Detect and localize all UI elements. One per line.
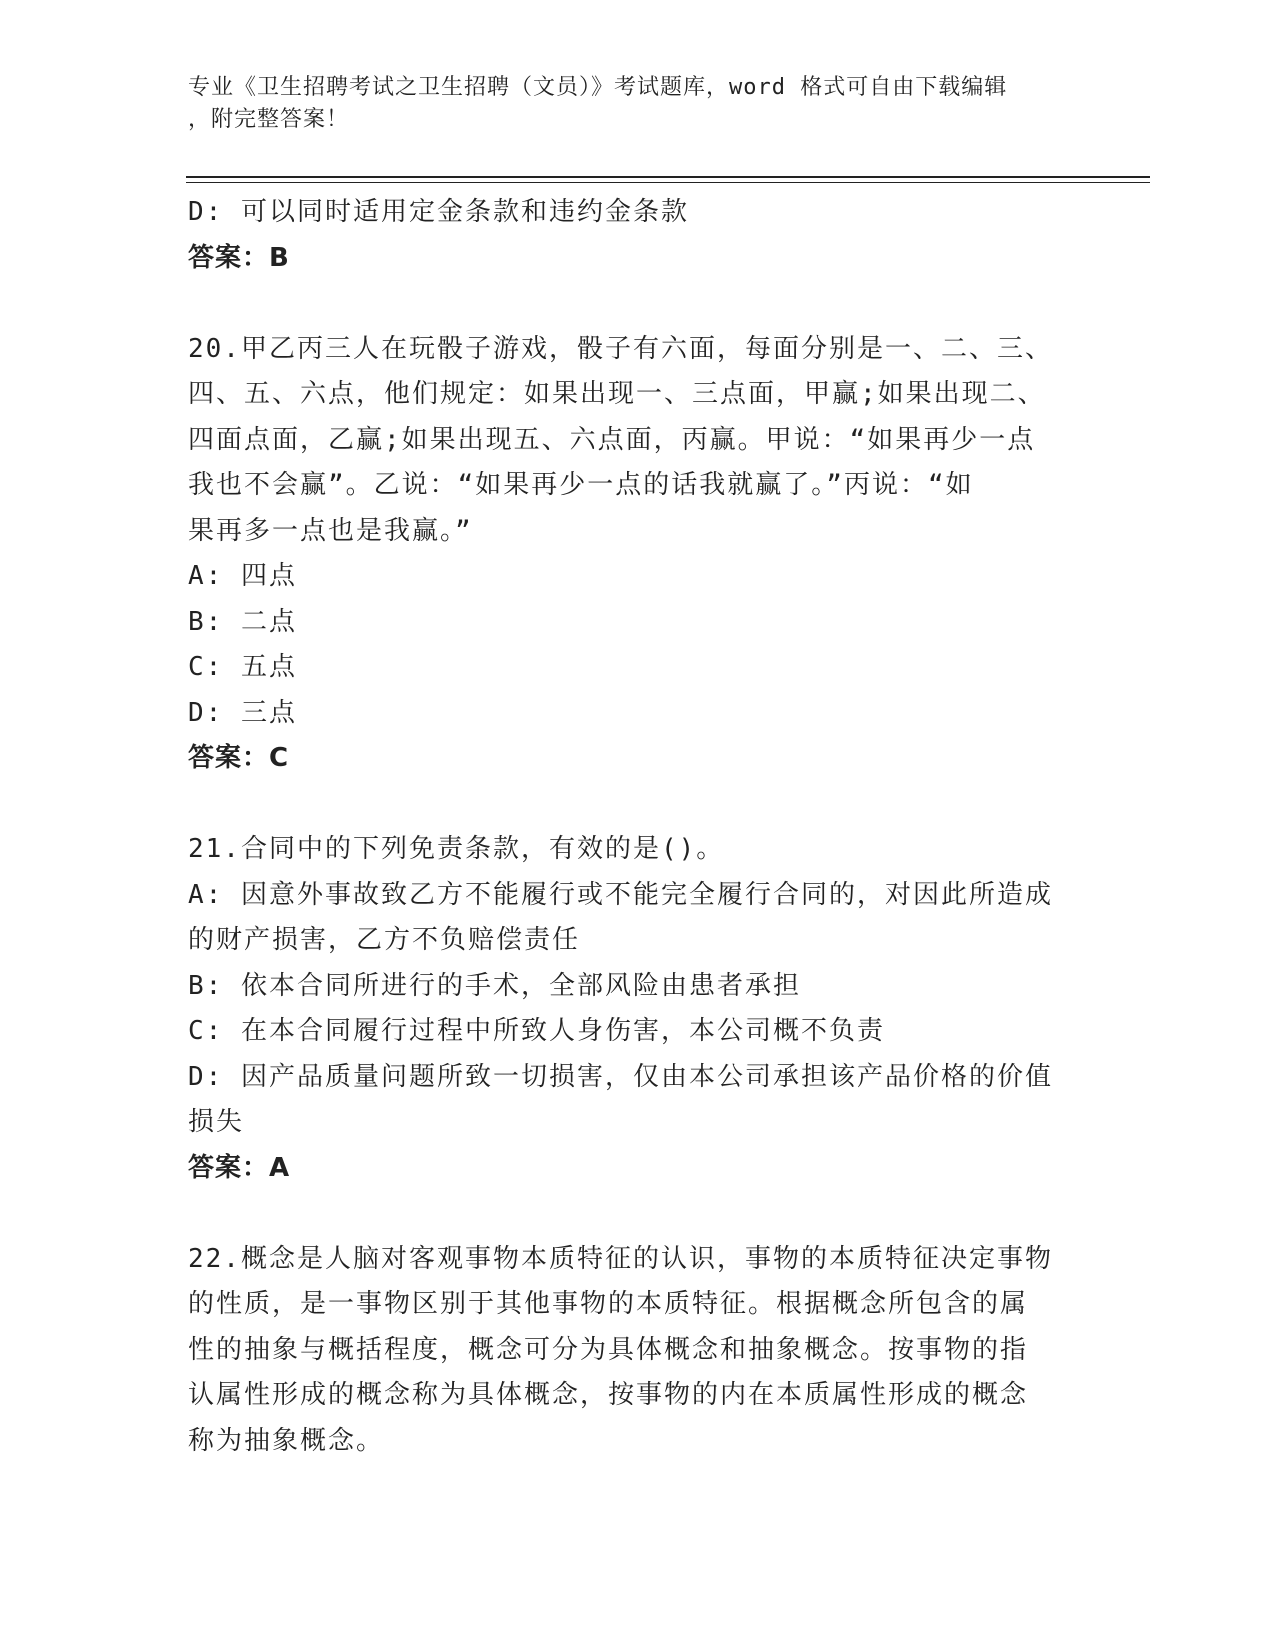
q22-text-line-5: 称为抽象概念。: [188, 1425, 385, 1456]
q21-answer: 答案：A: [188, 1152, 291, 1183]
prev-option-d: D: 可以同时适用定金条款和违约金条款: [188, 197, 689, 227]
q20-text-line-2: 四、五、六点，他们规定：如果出现一、三点面，甲赢;如果出现二、: [188, 379, 1046, 409]
q21-option-d-line-2: 损失: [188, 1107, 245, 1137]
q21-question: 21.合同中的下列免责条款，有效的是()。: [188, 834, 725, 864]
q20-text-line-5: 果再多一点也是我赢。”: [188, 515, 473, 546]
page-header: [188, 72, 1068, 136]
q20-option-b: B: 二点: [188, 606, 297, 637]
q20-option-d: D: 三点: [188, 697, 297, 728]
q22-text-line-3: 性的抽象与概括程度，概念可分为具体概念和抽象概念。按事物的指: [188, 1334, 1029, 1365]
spacer: [188, 782, 1068, 828]
spacer: [188, 281, 1068, 327]
q20-text-line-3: 四面点面，乙赢;如果出现五、六点面，丙赢。甲说：“如果再少一点: [188, 424, 1036, 455]
spacer: [188, 1191, 1068, 1237]
q22-text-line-1: 22.概念是人脑对客观事物本质特征的认识，事物的本质特征决定事物: [188, 1243, 1053, 1274]
q21-option-a-line-1: A: 因意外事故致乙方不能履行或不能完全履行合同的，对因此所造成: [188, 879, 1053, 910]
q20-option-c: C: 五点: [188, 652, 297, 682]
document-body: [188, 190, 1068, 1464]
q22-text-line-4: 认属性形成的概念称为具体概念，按事物的内在本质属性形成的概念: [188, 1380, 1029, 1410]
q20-text-line-4: 我也不会赢”。乙说：“如果再少一点的话我就赢了。”丙说：“如: [188, 470, 974, 500]
q21-option-d-line-1: D: 因产品质量问题所致一切损害，仅由本公司承担该产品价格的价值: [188, 1061, 1053, 1092]
q20-option-a: A: 四点: [188, 561, 297, 591]
header-rule-thin: [186, 182, 1150, 183]
header-line-2: ，附完整答案！: [188, 107, 350, 132]
q21-option-a-line-2: 的财产损害，乙方不负赔偿责任: [188, 925, 581, 955]
header-rule-thick: [186, 176, 1150, 178]
q20-answer: 答案：C: [188, 743, 290, 773]
q21-option-c: C: 在本合同履行过程中所致人身伤害，本公司概不负责: [188, 1016, 885, 1046]
q21-option-b: B: 依本合同所进行的手术，全部风险由患者承担: [188, 970, 801, 1001]
q22-text-line-2: 的性质，是一事物区别于其他事物的本质特征。根据概念所包含的属: [188, 1289, 1029, 1319]
question-20: [188, 327, 1068, 782]
q20-text-line-1: 20.甲乙丙三人在玩骰子游戏，骰子有六面，每面分别是一、二、三、: [188, 333, 1053, 364]
question-22: [188, 1237, 1068, 1465]
header-line-1: 专业《卫生招聘考试之卫生招聘（文员）》考试题库，word 格式可自由下载编辑: [188, 75, 1008, 100]
question-21: [188, 827, 1068, 1191]
prev-answer: 答案：B: [188, 242, 290, 273]
